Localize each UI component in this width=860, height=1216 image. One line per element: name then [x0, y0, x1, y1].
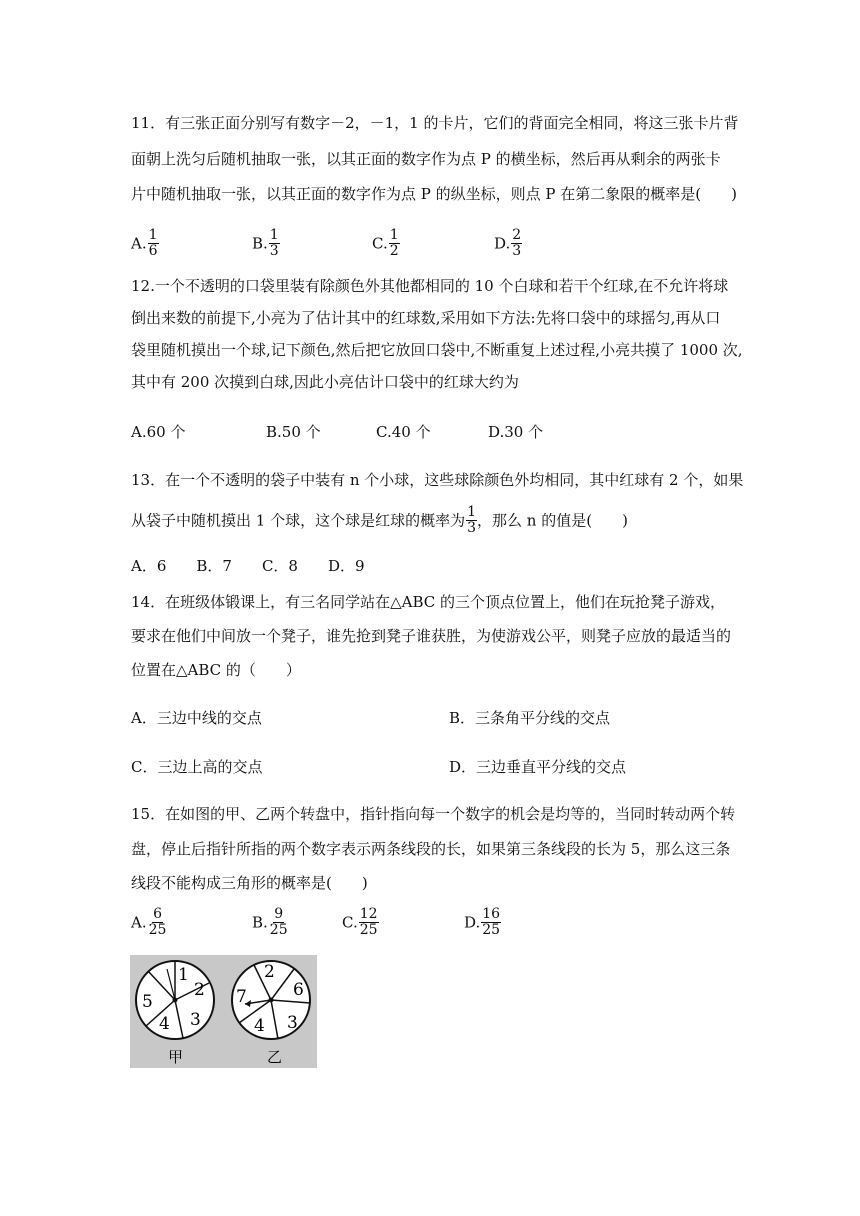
q11-option-b-fraction	[269, 228, 280, 259]
fraction-denominator: 25	[359, 922, 378, 938]
q13-line-2-text: 从袋子中随机摸出 1 个球，这个球是红球的概率为	[131, 511, 466, 530]
q15-option-a	[131, 908, 167, 939]
spinner-jia-label: 甲	[168, 1048, 184, 1066]
q14-line-3: 位置在△ABC 的（ ）	[131, 661, 301, 679]
fraction-numerator: 12	[359, 906, 378, 922]
q13-fraction	[466, 505, 477, 536]
q15-option-c-label: C.	[342, 913, 358, 932]
fraction-denominator: 25	[482, 922, 501, 938]
q15-option-d-fraction	[481, 907, 501, 938]
q15-option-b-label: B.	[252, 913, 268, 932]
q11-line-1: 11．有三张正面分别写有数字－2，－1，1 的卡片，它们的背面完全相同，将这三张卡片背	[131, 114, 739, 132]
spinner-yi-number: 2	[264, 962, 275, 982]
fraction-denominator: 25	[269, 922, 288, 938]
q11-option-d	[494, 229, 522, 260]
q13-line-1: 13．在一个不透明的袋子中装有 n 个小球，这些球除颜色外均相同，其中红球有 2 个，如果	[131, 471, 744, 489]
q15-option-d	[464, 908, 501, 939]
q11-option-b	[252, 229, 280, 260]
spinner-yi-number: 7	[236, 987, 247, 1007]
fraction-denominator: 2	[389, 243, 399, 259]
q12-line-3: 袋里随机摸出一个球,记下颜色,然后把它放回口袋中,不断重复上述过程,小亮共摸了 1000 次,	[131, 341, 743, 359]
q11-option-a-label: A.	[131, 234, 147, 253]
fraction-denominator: 3	[269, 243, 279, 259]
q14-option-d: D．三边垂直平分线的交点	[449, 758, 627, 776]
spinner-figure-svg	[130, 955, 317, 1068]
q11-option-c-fraction	[389, 228, 400, 259]
q14-option-a: A．三边中线的交点	[131, 709, 262, 727]
q15-line-2: 盘，停止后指针所指的两个数字表示两条线段的长，如果第三条线段的长为 5，那么这三条	[131, 840, 731, 858]
q12-option-b: B.50 个	[266, 423, 321, 441]
q11-option-a	[131, 229, 159, 260]
spinner-yi	[232, 961, 310, 1066]
q15-option-b-fraction	[269, 907, 289, 938]
q13-line-2-tail: ，那么 n 的值是( )	[477, 511, 628, 530]
spinner-yi-number: 4	[254, 1016, 265, 1036]
spinner-yi-label: 乙	[267, 1048, 283, 1066]
q15-option-d-label: D.	[464, 913, 481, 932]
q11-option-c-label: C.	[372, 234, 388, 253]
q15-option-c	[342, 908, 379, 939]
spinner-jia-number: 5	[142, 992, 153, 1012]
q12-line-4: 其中有 200 次摸到白球,因此小亮估计口袋中的红球大约为	[131, 373, 519, 391]
q11-option-c	[372, 229, 400, 260]
spinner-jia-number: 3	[190, 1010, 201, 1030]
q11-option-d-fraction	[511, 228, 522, 259]
q11-line-3: 片中随机抽取一张，以其正面的数字作为点 P 的纵坐标，则点 P 在第二象限的概率是( )	[131, 185, 737, 203]
fraction-denominator: 25	[148, 922, 167, 938]
q15-line-1: 15．在如图的甲、乙两个转盘中，指针指向每一个数字的机会是均等的，当同时转动两个转	[131, 805, 736, 823]
spinner-jia	[136, 961, 214, 1066]
q11-line-2: 面朝上洗匀后随机抽取一张，以其正面的数字作为点 P 的横坐标，然后再从剩余的两张卡	[131, 150, 721, 168]
q12-line-1: 12.一个不透明的口袋里装有除颜色外其他都相同的 10 个白球和若干个红球,在不允许将球	[131, 277, 729, 295]
spinner-figure	[130, 955, 317, 1068]
fraction-numerator: 16	[482, 906, 501, 922]
fraction-numerator: 1	[269, 227, 279, 243]
spinner-yi-number: 6	[293, 980, 304, 1000]
q11-option-d-label: D.	[494, 234, 511, 253]
spinner-yi-number: 3	[287, 1013, 298, 1033]
q11-option-b-label: B.	[252, 234, 268, 253]
q15-line-3: 线段不能构成三角形的概率是( )	[131, 874, 368, 892]
fraction-denominator: 3	[512, 243, 522, 259]
fraction-denominator: 3	[467, 520, 477, 536]
q14-option-c: C．三边上高的交点	[131, 758, 263, 776]
q14-line-2: 要求在他们中间放一个凳子，谁先抢到凳子谁获胜，为使游戏公平，则凳子应放的最适当的	[131, 627, 732, 645]
spinner-jia-number: 2	[194, 980, 205, 1000]
fraction-numerator: 1	[467, 504, 477, 520]
q15-option-a-label: A.	[131, 913, 147, 932]
fraction-numerator: 1	[389, 227, 399, 243]
q11-option-a-fraction	[148, 228, 159, 259]
fraction-numerator: 9	[274, 906, 284, 922]
fraction-numerator: 6	[153, 906, 162, 922]
q12-option-c: C.40 个	[376, 423, 431, 441]
q12-option-d: D.30 个	[488, 423, 544, 441]
fraction-numerator: 2	[512, 227, 522, 243]
spinner-jia-number: 1	[178, 965, 189, 985]
fraction-numerator: 1	[148, 227, 158, 243]
q15-option-a-fraction	[148, 907, 168, 938]
q13-line-2	[131, 506, 628, 537]
q15-option-b	[252, 908, 289, 939]
q14-line-1: 14．在班级体锻课上，有三名同学站在△ABC 的三个顶点位置上，他们在玩抢凳子游戏，	[131, 593, 726, 611]
q12-option-a: A.60 个	[131, 423, 186, 441]
fraction-denominator: 6	[148, 243, 158, 259]
q12-line-2: 倒出来数的前提下,小亮为了估计其中的红球数,采用如下方法:先将口袋中的球摇匀,再从口	[131, 309, 721, 327]
q15-option-c-fraction	[359, 907, 379, 938]
spinner-jia-number: 4	[159, 1014, 170, 1034]
q13-options: A．6 B．7 C．8 D．9	[131, 557, 365, 575]
q14-option-b: B．三条角平分线的交点	[449, 709, 611, 727]
